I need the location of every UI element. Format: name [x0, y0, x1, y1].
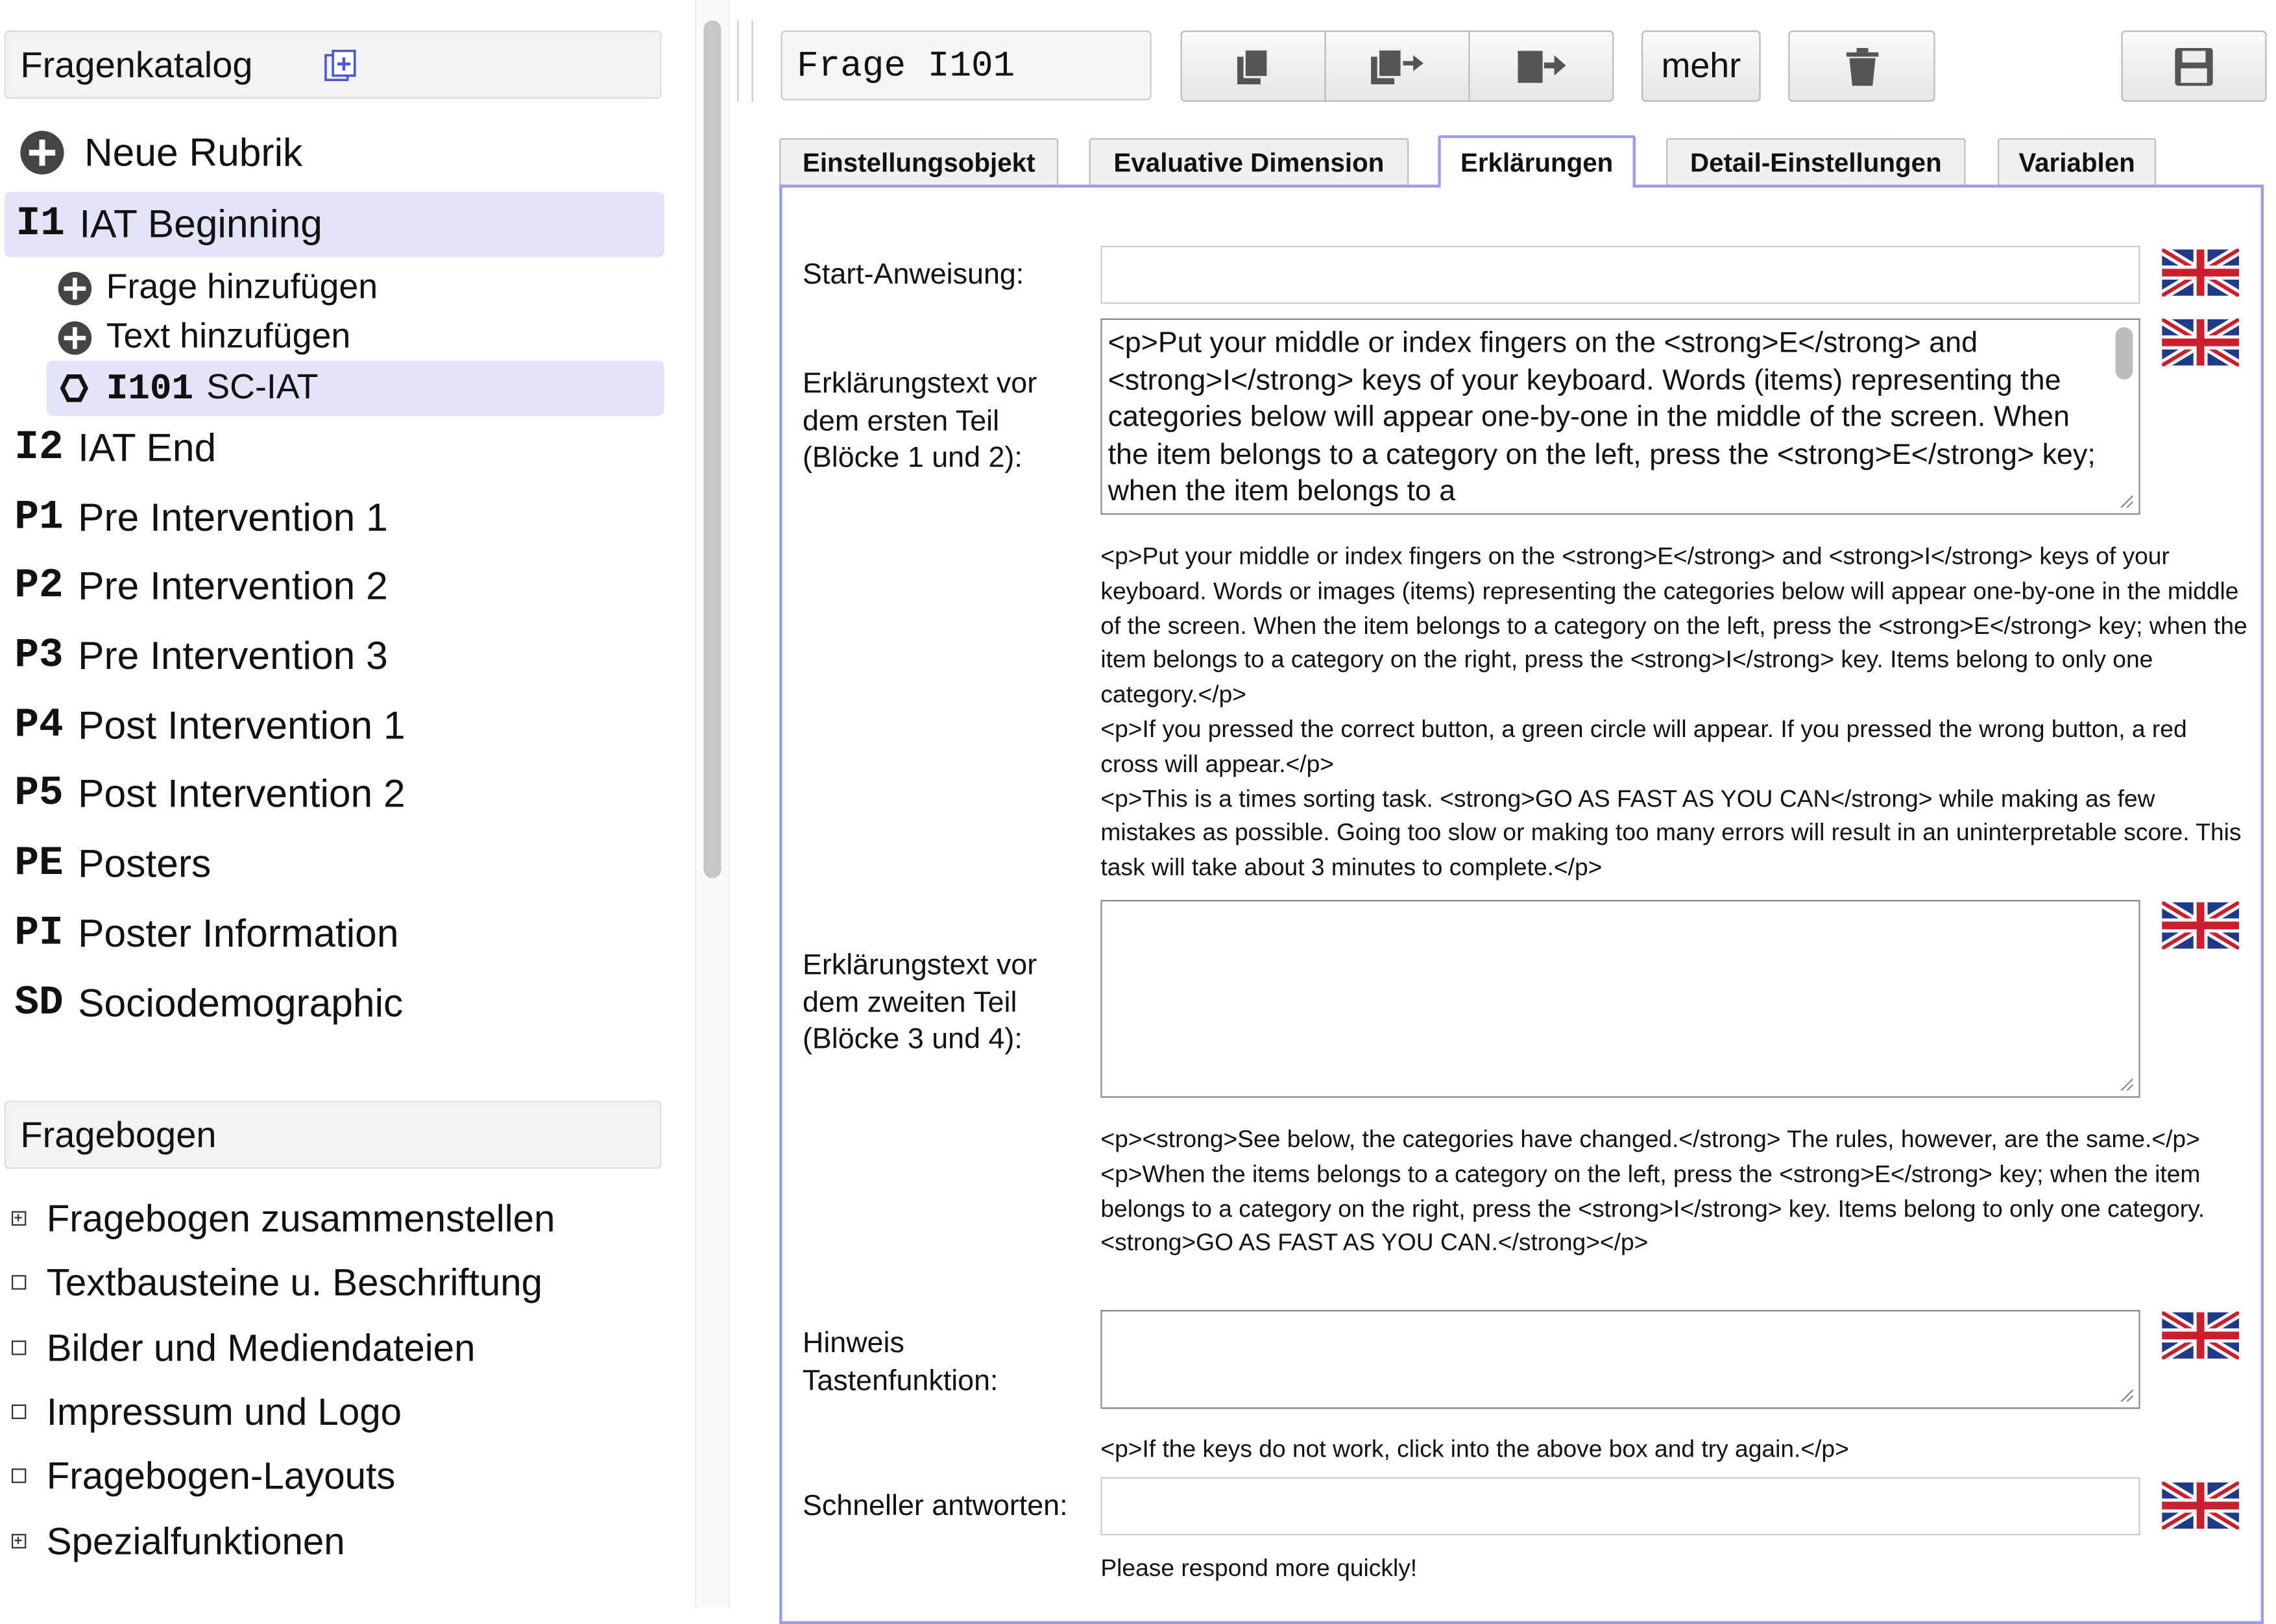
tab-erklaerungen[interactable]: Erklärungen — [1438, 135, 1636, 188]
faster-label: Schneller antworten: — [802, 1490, 1068, 1523]
catalog-title: Fragenkatalog — [20, 45, 253, 86]
left-panel — [0, 0, 695, 1608]
new-rubric-label: Neue Rubrik — [84, 130, 303, 174]
copy-button[interactable] — [1182, 32, 1326, 100]
uk-flag-icon[interactable] — [2162, 248, 2239, 297]
add-catalog-icon[interactable] — [322, 48, 357, 83]
question-code: I101 — [106, 367, 194, 409]
tab-evaluative-dimension[interactable]: Evaluative Dimension — [1089, 138, 1409, 186]
part2-default-hint: <p><strong>See below, the categories have changed.</strong> The rules, however, are the same.</p> <p>When the items belongs to a category on the left, press the <strong>E</strong> key; when the item belongs to a category on the right, press the <strong>I</strong> key. Items belong to only one category. <strong>GO AS FAST AS YOU CAN.</strong></p> — [1100, 1125, 2205, 1257]
tab-variablen[interactable]: Variablen — [1998, 138, 2156, 186]
resize-grip-icon[interactable] — [2120, 494, 2134, 509]
uk-flag-icon[interactable] — [2162, 1311, 2239, 1359]
question-name: Frage I101 — [797, 45, 1015, 88]
uk-flag-icon[interactable] — [2162, 901, 2239, 949]
rubric-code: I1 — [16, 202, 65, 247]
move-icon — [1515, 46, 1568, 87]
rubric-item-p3[interactable] — [14, 627, 387, 685]
add-circle-icon — [58, 271, 92, 305]
add-question-label: Frage hinzufügen — [106, 267, 378, 307]
part2-textarea[interactable] — [1100, 900, 2140, 1098]
rubric-code: P5 — [14, 771, 64, 817]
catalog-header — [5, 30, 662, 99]
rubric-code: I2 — [14, 425, 64, 470]
rubric-item-pi[interactable] — [14, 904, 398, 963]
move-button[interactable] — [1470, 32, 1613, 100]
add-text-label: Text hinzufügen — [106, 317, 351, 357]
rubric-code: P3 — [14, 633, 64, 679]
leaf-icon — [12, 1468, 26, 1483]
tab-einstellungsobjekt[interactable]: Einstellungsobjekt — [779, 138, 1058, 186]
expand-icon — [12, 1211, 26, 1226]
rubric-code: P2 — [14, 563, 64, 609]
resize-grip-icon[interactable] — [2120, 1078, 2134, 1092]
more-button[interactable] — [1641, 30, 1761, 102]
part1-textarea[interactable] — [1100, 319, 2140, 515]
rubric-code: SD — [14, 980, 64, 1026]
more-label: mehr — [1661, 45, 1741, 86]
rubric-label: Poster Information — [78, 910, 399, 955]
rubric-label: IAT End — [78, 425, 217, 469]
key-hint-textarea[interactable] — [1100, 1310, 2140, 1409]
faster-input[interactable] — [1100, 1477, 2140, 1536]
rubric-item-sd[interactable] — [14, 974, 403, 1032]
part1-label: Erklärungstext vor dem ersten Teil (Blöcke 1 und 2): — [802, 367, 1037, 474]
uk-flag-icon[interactable] — [2162, 1481, 2239, 1529]
save-button[interactable] — [2121, 30, 2266, 102]
part1-textarea-value: <p>Put your middle or index fingers on the <strong>E</strong> and <strong>I</strong> keys of your keyboard. Words (items) representing the categories below will appear one-by-one in the middle of the screen. When the item belongs to a category on the left, press the <strong>E</strong> key; when the item belongs to a — [1108, 327, 2096, 508]
expand-icon — [12, 1534, 26, 1548]
delete-button[interactable] — [1788, 30, 1935, 102]
uk-flag-icon[interactable] — [2162, 319, 2239, 367]
part2-label: Erklärungstext vor dem zweiten Teil (Blöcke 3 und 4): — [802, 949, 1037, 1056]
questionnaire-item[interactable] — [12, 1318, 476, 1377]
trash-icon — [1845, 46, 1880, 87]
rubric-item-p2[interactable] — [14, 557, 387, 615]
rubric-code: P4 — [14, 703, 64, 748]
rubric-label: Sociodemographic — [78, 980, 404, 1024]
questionnaire-item[interactable] — [12, 1447, 395, 1505]
part1-default-hint: <p>Put your middle or index fingers on the <strong>E</strong> and <strong>I</strong> keys of your keyboard. Words or images (items) representing the categories below will appear one-by-one in the middle of the screen. When the item belongs to a category on the left, press the <strong>E</strong> key; when the item belongs to a category on the right, press the <strong>I</strong> key. Items belong to only one category.</p> <p>If you pressed the correct button, a green circle will appear. If you pressed the wrong button, a red cross will appear.</p> <p>This is a times sorting task. <strong>GO AS FAST AS YOU CAN</strong> while making as few mistakes as possible. Going too slow or making too many errors will result in an uninterpretable score. This task will take about 3 minutes to complete.</p> — [1100, 542, 2247, 882]
tab-detail-einstellungen[interactable]: Detail-Einstellungen — [1666, 138, 1966, 186]
questionnaire-item-label: Fragebogen zusammenstellen — [46, 1196, 555, 1240]
resize-grip-icon[interactable] — [2120, 1388, 2134, 1403]
rubric-code: P1 — [14, 495, 64, 540]
key-hint-label: Hinweis Tastenfunktion: — [802, 1327, 999, 1397]
rubric-item-p4[interactable] — [14, 696, 405, 755]
questionnaire-item[interactable] — [12, 1512, 345, 1571]
copy-move-button-group — [1181, 30, 1614, 102]
rubric-code: PE — [14, 841, 64, 886]
rubric-item-i2[interactable] — [14, 418, 216, 477]
leaf-icon — [12, 1405, 26, 1419]
copy-to-button[interactable] — [1326, 32, 1470, 100]
copy-move-icon — [1368, 46, 1427, 87]
questionnaire-title: Fragebogen — [20, 1115, 217, 1156]
questionnaire-item[interactable] — [12, 1189, 555, 1248]
new-rubric-button[interactable] — [20, 123, 302, 182]
questionnaire-item[interactable] — [12, 1254, 542, 1312]
rubric-code: PI — [14, 910, 64, 956]
start-instruction-label: Start-Anweisung: — [802, 258, 1024, 291]
rubric-item-p1[interactable] — [14, 489, 387, 547]
question-label: SC-IAT — [206, 367, 319, 407]
key-hint-default: <p>If the keys do not work, click into the above box and try again.</p> — [1100, 1435, 1849, 1463]
rubric-label: Posters — [78, 841, 212, 885]
questionnaire-item-label: Spezialfunktionen — [46, 1518, 345, 1562]
question-type-icon — [60, 374, 89, 403]
rubric-label: Pre Intervention 3 — [78, 633, 388, 677]
leaf-icon — [12, 1275, 26, 1289]
faster-default: Please respond more quickly! — [1100, 1554, 1418, 1582]
questionnaire-item-label: Bilder und Mediendateien — [46, 1325, 476, 1369]
textarea-scrollbar[interactable] — [2116, 327, 2133, 380]
question-name-field — [781, 30, 1151, 101]
question-item-i101[interactable] — [47, 361, 664, 416]
save-icon — [2173, 46, 2214, 87]
copy-icon — [1235, 46, 1272, 87]
sidebar-scrollbar-thumb[interactable] — [704, 20, 721, 878]
questionnaire-item-label: Impressum und Logo — [46, 1389, 402, 1433]
add-text-button[interactable] — [58, 308, 351, 367]
rubric-label: Pre Intervention 1 — [78, 495, 388, 539]
rubric-item-p5[interactable] — [14, 765, 405, 823]
rubric-label: Post Intervention 1 — [78, 703, 406, 747]
rubric-item-pe[interactable] — [14, 834, 211, 893]
rubric-item-i1[interactable] — [5, 192, 664, 258]
rubric-label: IAT Beginning — [79, 202, 322, 246]
rubric-label: Pre Intervention 2 — [78, 563, 388, 607]
questionnaire-item-label: Fragebogen-Layouts — [46, 1453, 396, 1497]
start-instruction-input[interactable] — [1100, 246, 2140, 304]
add-circle-icon — [58, 321, 92, 354]
leaf-icon — [12, 1340, 26, 1355]
rubric-label: Post Intervention 2 — [78, 771, 406, 816]
questionnaire-item[interactable] — [12, 1383, 402, 1441]
questionnaire-header — [5, 1100, 662, 1169]
panel-resize-handle[interactable] — [737, 20, 753, 101]
add-circle-icon — [20, 131, 64, 175]
questionnaire-item-label: Textbausteine u. Beschriftung — [46, 1259, 543, 1303]
